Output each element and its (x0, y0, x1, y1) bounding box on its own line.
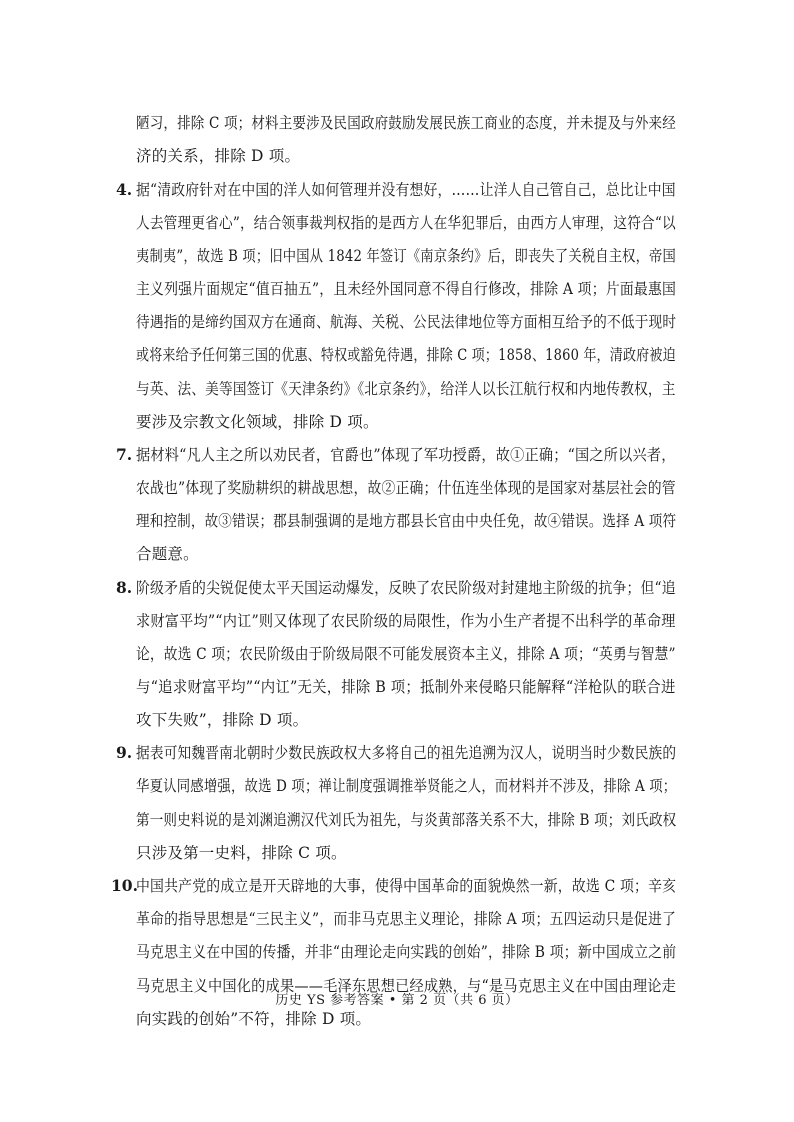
answer-text-line: 第一则史料说的是刘渊追溯汉代刘氏为祖先，与炎黄部落关系不大，排除 B 项；刘氏政权 (136, 811, 677, 829)
answer-text-line: 据材料“凡人主之所以劝民者，官爵也”体现了军功授爵，故①正确；“国之所以兴者， (136, 446, 676, 464)
answer-text-line: 夷制夷”，故选 B 项；旧中国从 1842 年签订《南京条约》后，即丧失了关税自主权，帝国 (136, 247, 676, 265)
answer-text-line: 革命的指导思想是“三民主义”，而非马克思主义理论，排除 A 项；五四运动只是促进了 (136, 910, 677, 928)
answer-text-line: 据表可知魏晋南北朝时少数民族政权大多将自己的祖先追溯为汉人，说明当时少数民族的 (136, 744, 677, 762)
answer-text-line: 理和控制，故③错误；郡县制强调的是地方郡县长官由中央任免，故④错误。选择 A 项符 (136, 512, 677, 530)
answer-text-line: 陋习，排除 C 项；材料主要涉及民国政府鼓励发展民族工商业的态度，并未提及与外来经 (136, 114, 676, 132)
answer-text-line: 主义列强片面规定“值百抽五”，且未经外国同意不得自行修改，排除 A 项；片面最惠国 (136, 280, 677, 298)
answer-text-line: 与“追求财富平均”“内讧”无关，排除 B 项；抵制外来侵略只能解释“洋枪队的联合进 (136, 678, 676, 696)
answer-text-line: 与英、法、美等国签订《天津条约》《北京条约》，给洋人以长江航行权和内地传教权，主 (136, 380, 676, 398)
answer-text-line: 论，故选 C 项；农民阶级由于阶级局限不可能发展资本主义，排除 A 项；“英勇与智慧” (136, 645, 676, 663)
answer-text-line: 阶级矛盾的尖锐促使太平天国运动爆发，反映了农民阶级对封建地主阶级的抗争；但“追 (136, 579, 676, 597)
answer-number: 9. (116, 743, 133, 762)
answer-text-line: 求财富平均”“内讧”则又体现了农民阶级的局限性，作为小生产者提不出科学的革命理 (136, 612, 676, 630)
answer-text-line: 或将来给予任何第三国的优惠、特权或豁免待遇，排除 C 项；1858、1860 年，清政府被迫 (136, 346, 676, 364)
answer-text-line: 华夏认同感增强，故选 D 项；禅让制度强调推举贤能之人，而材料并不涉及，排除 A 项； (136, 777, 677, 795)
answer-text-line: 攻下失败”，排除 D 项。 (136, 711, 309, 729)
answer-text-line: 只涉及第一史料，排除 C 项。 (136, 844, 347, 862)
answer-number: 10. (111, 876, 138, 895)
answer-text-line: 要涉及宗教文化领域，排除 D 项。 (136, 413, 379, 431)
answer-text-line: 中国共产党的成立是开天辟地的大事，使得中国革命的面貌焕然一新，故选 C 项；辛亥 (136, 877, 677, 895)
answer-text-line: 农战也”体现了奖励耕织的耕战思想，故②正确；什伍连坐体现的是国家对基层社会的管 (136, 479, 676, 497)
answer-number: 8. (116, 578, 133, 597)
answer-text-line: 据“清政府针对在中国的洋人如何管理并没有想好，……让洋人自己管自己，总比让中国 (136, 181, 676, 199)
answer-number: 7. (116, 445, 133, 464)
answer-text-line: 济的关系，排除 D 项。 (136, 147, 301, 165)
answer-text-line: 向实践的创始”不符，排除 D 项。 (136, 1010, 372, 1028)
answer-text-line: 待遇指的是缔约国双方在通商、航海、关税、公民法律地位等方面相互给予的不低于现时 (136, 313, 677, 331)
answer-text-line: 合题意。 (136, 545, 199, 563)
answer-number: 4. (116, 180, 133, 199)
answer-text-line: 马克思主义中国化的成果——毛泽东思想已经成熟，与“是马克思主义在中国由理论走 (136, 977, 677, 995)
page-footer: 历史 YS 参考答案 • 第 2 页（共 6 页） (275, 993, 519, 1008)
answer-text-line: 人去管理更省心”，结合领事裁判权指的是西方人在华犯罪后，由西方人审理，这符合“以 (136, 214, 676, 232)
answer-text-line: 马克思主义在中国的传播，并非“由理论走向实践的创始”，排除 B 项；新中国成立之前 (136, 943, 677, 961)
